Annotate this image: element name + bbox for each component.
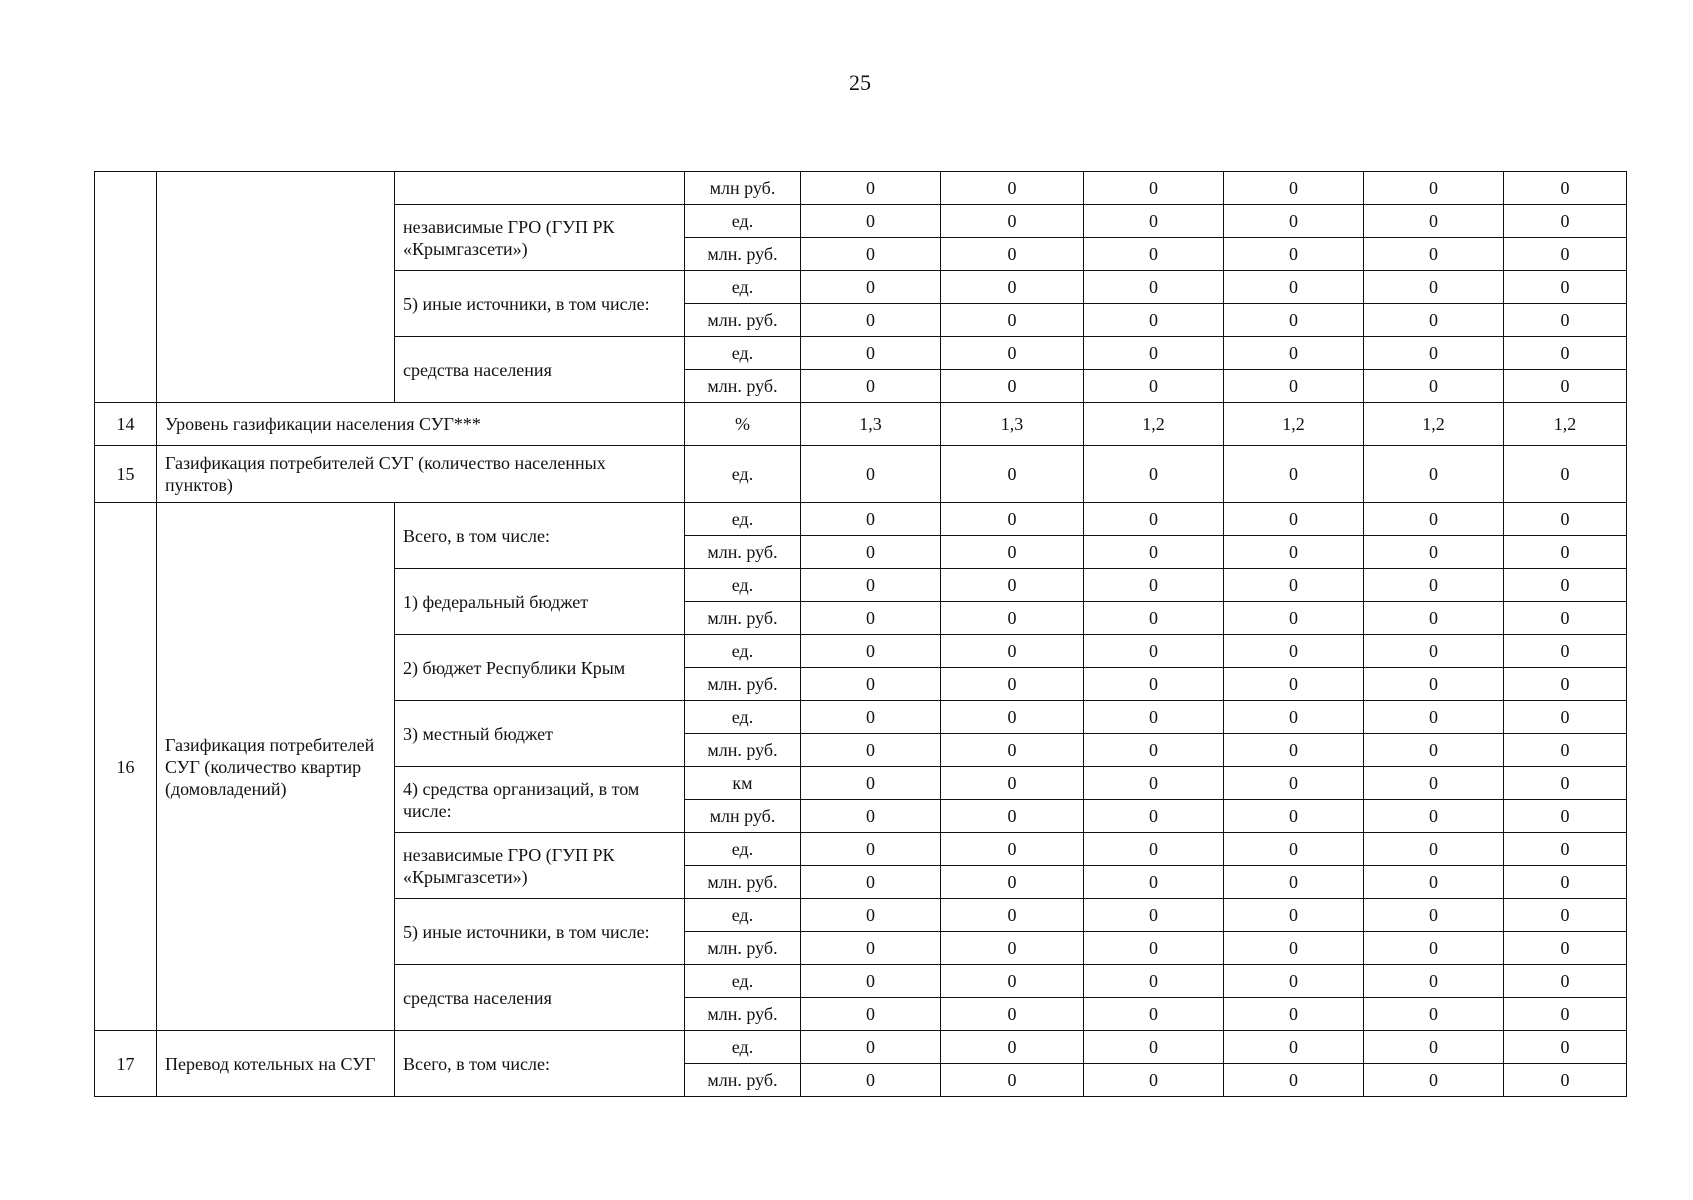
value-cell: 0 <box>1084 536 1224 569</box>
table-row <box>95 503 1627 536</box>
value-cell: 0 <box>941 446 1084 503</box>
sublabel-cell: 5) иные источники, в том числе: <box>395 899 685 965</box>
value-cell: 1,2 <box>1084 403 1224 446</box>
value-cell: 0 <box>1084 238 1224 271</box>
value-cell: 0 <box>1084 767 1224 800</box>
value-cell: 0 <box>1224 1031 1364 1064</box>
data-table <box>94 171 1627 1097</box>
unit-cell: млн. руб. <box>685 536 801 569</box>
value-cell: 0 <box>1084 446 1224 503</box>
value-cell: 1,2 <box>1224 403 1364 446</box>
unit-cell: ед. <box>685 899 801 932</box>
unit-cell: млн. руб. <box>685 932 801 965</box>
sublabel-cell: 1) федеральный бюджет <box>395 569 685 635</box>
unit-cell: млн руб. <box>685 800 801 833</box>
value-cell: 0 <box>941 503 1084 536</box>
value-cell: 0 <box>1364 767 1504 800</box>
unit-cell: млн руб. <box>685 172 801 205</box>
label-cell <box>157 172 395 403</box>
value-cell: 0 <box>941 1064 1084 1097</box>
value-cell: 0 <box>801 701 941 734</box>
value-cell: 0 <box>1504 446 1627 503</box>
value-cell: 0 <box>1364 304 1504 337</box>
value-cell: 0 <box>1084 370 1224 403</box>
value-cell: 0 <box>1084 965 1224 998</box>
unit-cell: млн. руб. <box>685 734 801 767</box>
value-cell: 0 <box>941 337 1084 370</box>
value-cell: 0 <box>1224 370 1364 403</box>
row-number: 16 <box>95 503 157 1031</box>
value-cell: 0 <box>1504 866 1627 899</box>
value-cell: 0 <box>941 833 1084 866</box>
value-cell: 0 <box>1364 446 1504 503</box>
sublabel-cell: средства населения <box>395 337 685 403</box>
sublabel-cell: независимые ГРО (ГУП РК «Крымгазсети») <box>395 205 685 271</box>
value-cell: 0 <box>1504 734 1627 767</box>
value-cell: 0 <box>1504 271 1627 304</box>
value-cell: 0 <box>1504 767 1627 800</box>
value-cell: 0 <box>1504 238 1627 271</box>
sublabel-cell: 4) средства организаций, в том числе: <box>395 767 685 833</box>
value-cell: 0 <box>1364 668 1504 701</box>
value-cell: 0 <box>941 932 1084 965</box>
value-cell: 0 <box>1364 205 1504 238</box>
value-cell: 0 <box>941 602 1084 635</box>
value-cell: 0 <box>1224 536 1364 569</box>
label-cell: Газификация потребителей СУГ (количество квартир (домовладений) <box>157 503 395 1031</box>
value-cell: 0 <box>1224 337 1364 370</box>
sublabel-cell: независимые ГРО (ГУП РК «Крымгазсети») <box>395 833 685 899</box>
value-cell: 0 <box>941 172 1084 205</box>
value-cell: 0 <box>1364 899 1504 932</box>
value-cell: 0 <box>1504 932 1627 965</box>
value-cell: 0 <box>941 569 1084 602</box>
sublabel-cell: 3) местный бюджет <box>395 701 685 767</box>
value-cell: 0 <box>1364 734 1504 767</box>
value-cell: 0 <box>1084 701 1224 734</box>
value-cell: 0 <box>941 866 1084 899</box>
value-cell: 0 <box>1364 370 1504 403</box>
value-cell: 0 <box>1224 701 1364 734</box>
value-cell: 0 <box>801 238 941 271</box>
sublabel-cell: Всего, в том числе: <box>395 1031 685 1097</box>
value-cell: 0 <box>1504 172 1627 205</box>
value-cell: 1,2 <box>1364 403 1504 446</box>
value-cell: 0 <box>801 965 941 998</box>
value-cell: 1,3 <box>801 403 941 446</box>
value-cell: 0 <box>1084 866 1224 899</box>
value-cell: 0 <box>1084 569 1224 602</box>
value-cell: 0 <box>801 1064 941 1097</box>
sublabel-cell: 5) иные источники, в том числе: <box>395 271 685 337</box>
value-cell: 0 <box>1364 536 1504 569</box>
value-cell: 0 <box>1084 503 1224 536</box>
value-cell: 0 <box>1084 271 1224 304</box>
value-cell: 0 <box>1504 370 1627 403</box>
value-cell: 0 <box>1084 800 1224 833</box>
value-cell: 0 <box>801 446 941 503</box>
value-cell: 0 <box>941 238 1084 271</box>
unit-cell: ед. <box>685 271 801 304</box>
value-cell: 0 <box>1364 271 1504 304</box>
value-cell: 0 <box>801 337 941 370</box>
value-cell: 1,3 <box>941 403 1084 446</box>
value-cell: 0 <box>1084 1031 1224 1064</box>
value-cell: 0 <box>801 304 941 337</box>
unit-cell: км <box>685 767 801 800</box>
page-number: 25 <box>849 70 871 95</box>
value-cell: 0 <box>1224 734 1364 767</box>
value-cell: 0 <box>1364 965 1504 998</box>
value-cell: 0 <box>1224 304 1364 337</box>
value-cell: 0 <box>1084 205 1224 238</box>
value-cell: 0 <box>1224 446 1364 503</box>
value-cell: 0 <box>1364 238 1504 271</box>
value-cell: 0 <box>1504 536 1627 569</box>
value-cell: 0 <box>801 271 941 304</box>
value-cell: 0 <box>941 965 1084 998</box>
value-cell: 0 <box>941 767 1084 800</box>
value-cell: 0 <box>1364 932 1504 965</box>
value-cell: 0 <box>1504 800 1627 833</box>
row-number: 15 <box>95 446 157 503</box>
value-cell: 0 <box>1084 602 1224 635</box>
value-cell: 0 <box>1224 833 1364 866</box>
value-cell: 1,2 <box>1504 403 1627 446</box>
value-cell: 0 <box>1224 172 1364 205</box>
value-cell: 0 <box>941 1031 1084 1064</box>
value-cell: 0 <box>941 370 1084 403</box>
value-cell: 0 <box>1364 569 1504 602</box>
row-number: 17 <box>95 1031 157 1097</box>
value-cell: 0 <box>1224 965 1364 998</box>
value-cell: 0 <box>1364 172 1504 205</box>
value-cell: 0 <box>1504 998 1627 1031</box>
unit-cell: ед. <box>685 1031 801 1064</box>
value-cell: 0 <box>1084 998 1224 1031</box>
table-row <box>95 1031 1627 1064</box>
unit-cell: ед. <box>685 569 801 602</box>
unit-cell: млн. руб. <box>685 668 801 701</box>
unit-cell: млн. руб. <box>685 370 801 403</box>
value-cell: 0 <box>801 767 941 800</box>
value-cell: 0 <box>941 734 1084 767</box>
value-cell: 0 <box>941 701 1084 734</box>
value-cell: 0 <box>1364 866 1504 899</box>
value-cell: 0 <box>1364 337 1504 370</box>
value-cell: 0 <box>801 866 941 899</box>
sublabel-cell: 2) бюджет Республики Крым <box>395 635 685 701</box>
value-cell: 0 <box>1084 172 1224 205</box>
value-cell: 0 <box>801 998 941 1031</box>
value-cell: 0 <box>801 1031 941 1064</box>
value-cell: 0 <box>941 800 1084 833</box>
value-cell: 0 <box>941 998 1084 1031</box>
value-cell: 0 <box>1504 569 1627 602</box>
sublabel-cell: Всего, в том числе: <box>395 503 685 569</box>
value-cell: 0 <box>1224 635 1364 668</box>
value-cell: 0 <box>1364 1031 1504 1064</box>
value-cell: 0 <box>1084 635 1224 668</box>
value-cell: 0 <box>1364 602 1504 635</box>
value-cell: 0 <box>801 569 941 602</box>
value-cell: 0 <box>1084 304 1224 337</box>
value-cell: 0 <box>1224 800 1364 833</box>
value-cell: 0 <box>1364 1064 1504 1097</box>
value-cell: 0 <box>1364 800 1504 833</box>
value-cell: 0 <box>1084 1064 1224 1097</box>
value-cell: 0 <box>1224 767 1364 800</box>
value-cell: 0 <box>1504 635 1627 668</box>
value-cell: 0 <box>1224 602 1364 635</box>
value-cell: 0 <box>801 833 941 866</box>
value-cell: 0 <box>1084 932 1224 965</box>
value-cell: 0 <box>801 668 941 701</box>
value-cell: 0 <box>941 205 1084 238</box>
value-cell: 0 <box>1504 965 1627 998</box>
value-cell: 0 <box>941 271 1084 304</box>
label-cell: Уровень газификации населения СУГ*** <box>157 403 685 446</box>
value-cell: 0 <box>1364 503 1504 536</box>
value-cell: 0 <box>1224 205 1364 238</box>
value-cell: 0 <box>1364 833 1504 866</box>
value-cell: 0 <box>801 899 941 932</box>
value-cell: 0 <box>1084 668 1224 701</box>
value-cell: 0 <box>1364 701 1504 734</box>
unit-cell: ед. <box>685 701 801 734</box>
value-cell: 0 <box>801 602 941 635</box>
sublabel-cell: средства населения <box>395 965 685 1031</box>
value-cell: 0 <box>1224 866 1364 899</box>
value-cell: 0 <box>801 172 941 205</box>
unit-cell: ед. <box>685 205 801 238</box>
value-cell: 0 <box>1084 337 1224 370</box>
value-cell: 0 <box>1504 701 1627 734</box>
unit-cell: млн. руб. <box>685 998 801 1031</box>
unit-cell: ед. <box>685 337 801 370</box>
value-cell: 0 <box>801 734 941 767</box>
value-cell: 0 <box>1504 337 1627 370</box>
value-cell: 0 <box>1504 503 1627 536</box>
value-cell: 0 <box>1504 1064 1627 1097</box>
value-cell: 0 <box>1504 304 1627 337</box>
value-cell: 0 <box>1224 569 1364 602</box>
value-cell: 0 <box>1224 998 1364 1031</box>
unit-cell: % <box>685 403 801 446</box>
value-cell: 0 <box>1504 668 1627 701</box>
value-cell: 0 <box>1364 635 1504 668</box>
row-number: 14 <box>95 403 157 446</box>
unit-cell: млн. руб. <box>685 1064 801 1097</box>
unit-cell: млн. руб. <box>685 866 801 899</box>
value-cell: 0 <box>1084 833 1224 866</box>
value-cell: 0 <box>1504 1031 1627 1064</box>
value-cell: 0 <box>801 635 941 668</box>
unit-cell: ед. <box>685 446 801 503</box>
value-cell: 0 <box>1224 932 1364 965</box>
value-cell: 0 <box>1224 899 1364 932</box>
label-cell: Перевод котельных на СУГ <box>157 1031 395 1097</box>
value-cell: 0 <box>941 668 1084 701</box>
value-cell: 0 <box>1224 238 1364 271</box>
value-cell: 0 <box>801 932 941 965</box>
value-cell: 0 <box>1224 271 1364 304</box>
unit-cell: млн. руб. <box>685 602 801 635</box>
value-cell: 0 <box>1504 899 1627 932</box>
num-cell <box>95 172 157 403</box>
value-cell: 0 <box>1504 833 1627 866</box>
value-cell: 0 <box>941 899 1084 932</box>
value-cell: 0 <box>801 370 941 403</box>
value-cell: 0 <box>801 536 941 569</box>
value-cell: 0 <box>801 800 941 833</box>
value-cell: 0 <box>801 205 941 238</box>
value-cell: 0 <box>941 635 1084 668</box>
label-cell: Газификация потребителей СУГ (количество населенных пунктов) <box>157 446 685 503</box>
value-cell: 0 <box>1224 668 1364 701</box>
value-cell: 0 <box>1364 998 1504 1031</box>
value-cell: 0 <box>801 503 941 536</box>
value-cell: 0 <box>1224 1064 1364 1097</box>
unit-cell: млн. руб. <box>685 304 801 337</box>
value-cell: 0 <box>941 304 1084 337</box>
value-cell: 0 <box>1224 503 1364 536</box>
unit-cell: ед. <box>685 635 801 668</box>
unit-cell: ед. <box>685 503 801 536</box>
value-cell: 0 <box>1504 205 1627 238</box>
value-cell: 0 <box>941 536 1084 569</box>
table-row <box>95 403 1627 446</box>
table-row <box>95 446 1627 503</box>
table-row <box>95 172 1627 205</box>
unit-cell: ед. <box>685 965 801 998</box>
value-cell: 0 <box>1084 899 1224 932</box>
value-cell: 0 <box>1084 734 1224 767</box>
unit-cell: ед. <box>685 833 801 866</box>
value-cell: 0 <box>1504 602 1627 635</box>
sublabel-cell <box>395 172 685 205</box>
unit-cell: млн. руб. <box>685 238 801 271</box>
